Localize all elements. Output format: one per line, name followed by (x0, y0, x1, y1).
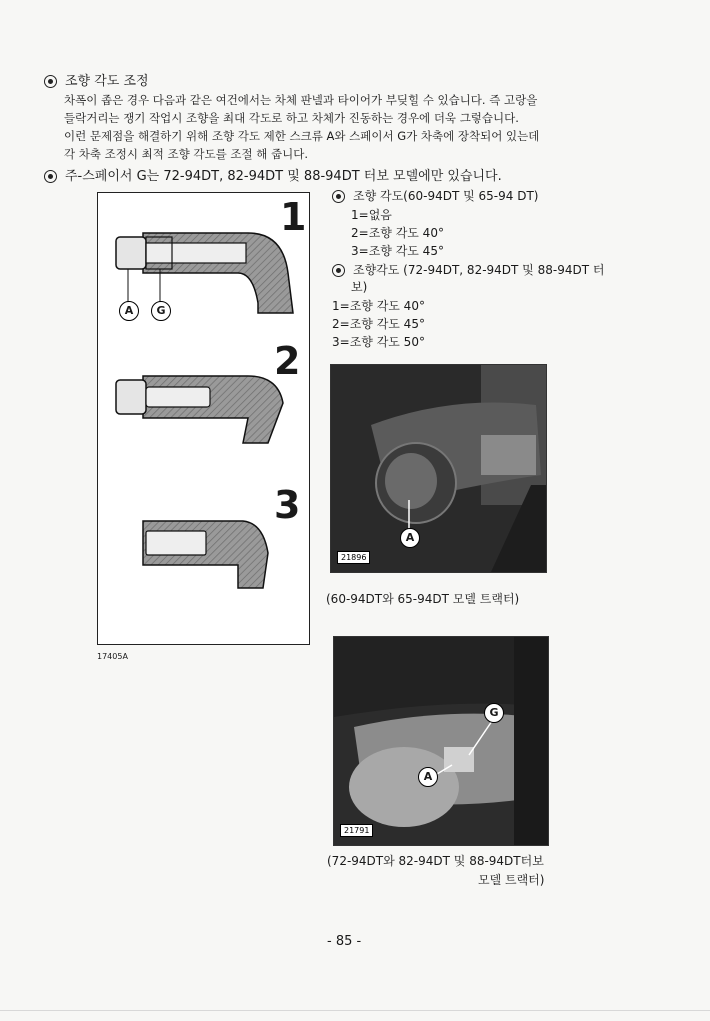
photo1-callout-a: A (400, 528, 420, 548)
diagram-drawing (98, 193, 309, 644)
spec-group2-title: 조향각도 (72-94DT, 82-94DT 및 88-94DT 터 (353, 263, 605, 277)
callout-a: A (119, 301, 139, 321)
diagram-code: 17405A (97, 652, 128, 661)
steering-stop-diagram (97, 192, 310, 645)
spec-group2-item-1: 1=조향 각도 40° (332, 299, 425, 313)
bullet-icon (44, 75, 57, 88)
bullet-icon (44, 170, 57, 183)
note-text: 주-스페이서 G는 72-94DT, 82-94DT 및 88-94DT 터보 모델에만 있습니다. (65, 169, 502, 184)
bullet-icon (332, 190, 345, 203)
diagram-number-2: 2 (274, 339, 301, 383)
callout-g: G (151, 301, 171, 321)
spec-group1-item-1: 1=없음 (351, 208, 392, 222)
paragraph-line-3: 이런 문제점을 해결하기 위해 조향 각도 제한 스크류 A와 스페이서 G가 차축에 장착되어 있는데 (64, 129, 540, 143)
spec-group1-item-3: 3=조향 각도 45° (351, 244, 444, 258)
bullet-icon (332, 264, 345, 277)
spec-group2-item-2: 2=조향 각도 45° (332, 317, 425, 331)
spec-group1-heading (332, 187, 538, 206)
spec-group1-title: 조향 각도(60-94DT 및 65-94 DT) (353, 189, 539, 203)
photo-72-82-88-94dt-axle (333, 636, 549, 846)
photo1-drawing (331, 365, 546, 572)
page-number: - 85 - (327, 934, 362, 949)
paragraph-line-2: 들락거리는 쟁기 작업시 조향을 최대 각도로 하고 차체가 진동하는 경우에 더욱 그렇습니다. (64, 111, 519, 125)
spec-group2-title-cont: 보) (351, 280, 368, 294)
photo1-caption: (60-94DT와 65-94DT 모델 트랙터) (326, 592, 520, 606)
photo2-callout-g: G (484, 703, 504, 723)
photo2-caption-line-2: 모델 트랙터) (478, 873, 545, 887)
photo2-callout-a: A (418, 767, 438, 787)
panel-2-drawing (116, 376, 283, 443)
panel-3-drawing (143, 521, 268, 588)
photo2-drawing (334, 637, 548, 845)
diagram-number-3: 3 (274, 483, 301, 527)
section-title: 조향 각도 조정 (65, 74, 149, 89)
section-heading (44, 70, 149, 89)
paragraph-line-4: 각 차축 조정시 최적 조향 각도를 조절 해 줍니다. (64, 147, 308, 161)
photo1-code: 21896 (337, 551, 370, 564)
spec-group2-heading (332, 261, 604, 280)
paragraph-line-1: 차폭이 좁은 경우 다음과 같은 여건에서는 차체 판넬과 타이어가 부딪힐 수 있습니다. 즉 고랑을 (64, 93, 538, 107)
photo2-caption-line-1: (72-94DT와 82-94DT 및 88-94DT터보 (327, 854, 544, 868)
spec-group1-item-2: 2=조향 각도 40° (351, 226, 444, 240)
panel-1-drawing (116, 233, 293, 313)
bottom-rule (0, 1010, 710, 1011)
photo-60-65-94dt-axle (330, 364, 547, 573)
photo2-code: 21791 (340, 824, 373, 837)
note-line (44, 165, 502, 184)
spec-group2-item-3: 3=조향 각도 50° (332, 335, 425, 349)
diagram-number-1: 1 (280, 195, 307, 239)
